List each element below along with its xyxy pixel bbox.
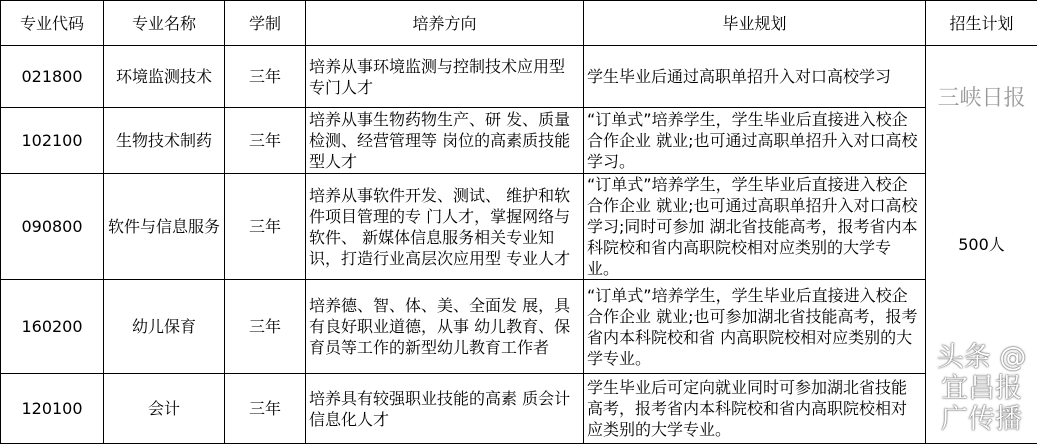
major-code: 102100	[1, 108, 104, 174]
major-direction: 培养从事生物药物生产、研 发、质量检测、经营管理等 岗位的高素质技能型人才	[306, 108, 584, 174]
major-direction: 培养从事环境监测与控制技术应用型专门人才	[306, 46, 584, 108]
major-plan: “订单式”培养学生，学生毕业后直接进入校企合作企业 就业;也可通过高职单招升入对口高校学习。	[584, 108, 926, 174]
major-years: 三年	[225, 280, 306, 374]
header-direction: 培养方向	[306, 1, 584, 46]
major-name: 软件与信息服务	[104, 174, 225, 280]
header-code: 专业代码	[1, 1, 104, 46]
major-years: 三年	[225, 174, 306, 280]
major-direction: 培养德、智、体、美、全面发 展，具有良好职业道德，从事 幼儿教育、保育员等工作的新型幼儿教育工作者	[306, 280, 584, 374]
watermark-source: 头条 @宜昌报广传播	[930, 342, 1033, 435]
table-row	[1, 374, 1037, 444]
major-name: 幼儿保育	[104, 280, 225, 374]
major-code: 120100	[1, 374, 104, 444]
enrollment-cell	[926, 46, 1037, 444]
major-name: 会计	[104, 374, 225, 444]
header-name: 专业名称	[104, 1, 225, 46]
major-plan: 学生毕业后通过高职单招升入对口高校学习	[584, 46, 926, 108]
major-code: 021800	[1, 46, 104, 108]
major-direction: 培养具有较强职业技能的高素 质会计信息化人才	[306, 374, 584, 444]
header-plan: 毕业规划	[584, 1, 926, 46]
table-row	[1, 174, 1037, 280]
table-row	[1, 108, 1037, 174]
major-plan: “订单式”培养学生，学生毕业后直接进入校企合作企业 就业;也可通过高职单招升入对口高校学习;同时可参加 湖北省技能高考，报考省内本科院校和省内高职院校相对应类别的大学专业。	[584, 174, 926, 280]
enrollment-count: 500人	[958, 235, 1005, 254]
table-row	[1, 46, 1037, 108]
major-name: 环境监测技术	[104, 46, 225, 108]
major-direction: 培养从事软件开发、测试、 维护和软件项目管理的专 门人才，掌握网络与软件、 新媒体信息服务相关专业知识，打造行业高层次应用型 专业人才	[306, 174, 584, 280]
major-years: 三年	[225, 46, 306, 108]
major-plan: 学生毕业后可定向就业同时可参加湖北省技能高考，报考省内本科院校和省内高职院校相对应类别的大学专业。	[584, 374, 926, 444]
header-enrollment: 招生计划	[926, 1, 1037, 46]
watermark-newspaper: 三峡日报	[930, 86, 1033, 112]
major-name: 生物技术制药	[104, 108, 225, 174]
major-code: 160200	[1, 280, 104, 374]
major-code: 090800	[1, 174, 104, 280]
major-years: 三年	[225, 374, 306, 444]
table-row	[1, 280, 1037, 374]
header-row	[1, 1, 1037, 46]
major-plan: “订单式”培养学生，学生毕业后直接进入校企合作企业 就业;也可参加湖北省技能高考，报考省内本科院校和省 内高职院校相对应类别的大学专业。	[584, 280, 926, 374]
header-years: 学制	[225, 1, 306, 46]
major-years: 三年	[225, 108, 306, 174]
